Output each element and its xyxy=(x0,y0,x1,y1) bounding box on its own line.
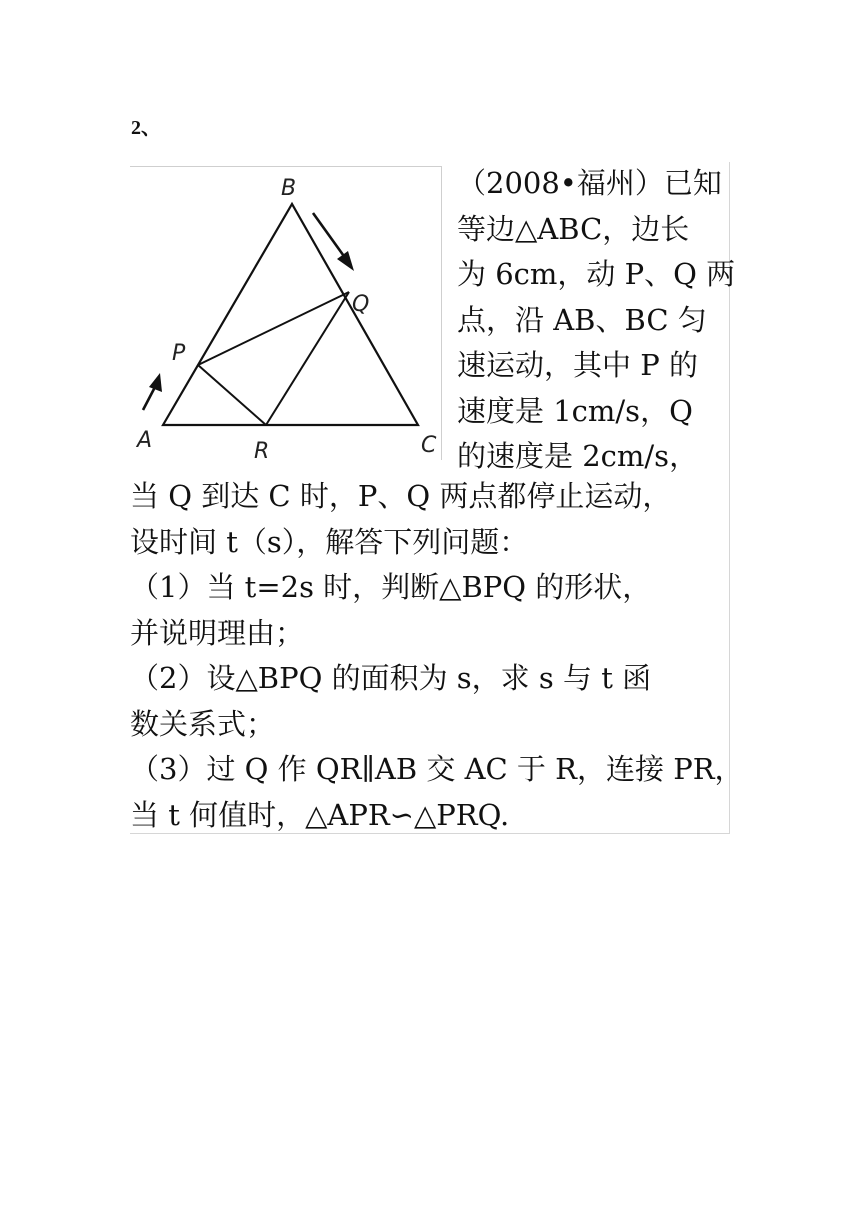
text-line: 速度是 1cm/s，Q xyxy=(457,393,693,428)
text-line: 点，沿 AB、BC 匀 xyxy=(457,302,707,337)
text-line: 为 6cm，动 P、Q 两 xyxy=(457,257,736,291)
text-line: 速运动，其中 P 的 xyxy=(457,348,698,382)
triangle-abc xyxy=(163,204,418,425)
text-line: 数关系式； xyxy=(130,706,276,741)
question-part-3: （3）过 Q 作 QR∥AB 交 AC 于 R，连接 PR， xyxy=(130,752,744,786)
label-r: R xyxy=(254,439,270,461)
label-p: P xyxy=(172,341,186,366)
text-line: 当 Q 到达 C 时，P、Q 两点都停止运动， xyxy=(130,479,672,513)
segment-pr xyxy=(198,365,266,425)
text-line: 设时间 t（s），解答下列问题： xyxy=(130,524,529,559)
text-line: （2008•福州）已知 xyxy=(457,166,722,200)
question-part-2: （2）设△BPQ 的面积为 s，求 s 与 t 函 xyxy=(130,661,652,695)
label-q: Q xyxy=(352,292,370,317)
text-line: 并说明理由； xyxy=(130,615,305,650)
arrow-down-right-icon xyxy=(313,213,354,271)
triangle-figure xyxy=(130,166,442,460)
text-line: 当 t 何值时，△APR∽△PRQ. xyxy=(130,797,510,832)
label-c: C xyxy=(421,433,437,458)
text-line: 等边△ABC，边长 xyxy=(457,211,690,246)
problem-text-beside-figure xyxy=(457,161,736,480)
text-line: 的速度是 2cm/s， xyxy=(457,439,699,473)
question-part-1: （1）当 t=2s 时，判断△BPQ 的形状， xyxy=(130,570,652,604)
label-b: B xyxy=(281,176,297,201)
arrow-up-right-icon xyxy=(143,373,162,410)
label-a: A xyxy=(137,428,153,453)
triangle-diagram xyxy=(130,167,442,461)
question-number: 2、 xyxy=(131,117,161,139)
problem-text-full-width xyxy=(130,474,744,838)
